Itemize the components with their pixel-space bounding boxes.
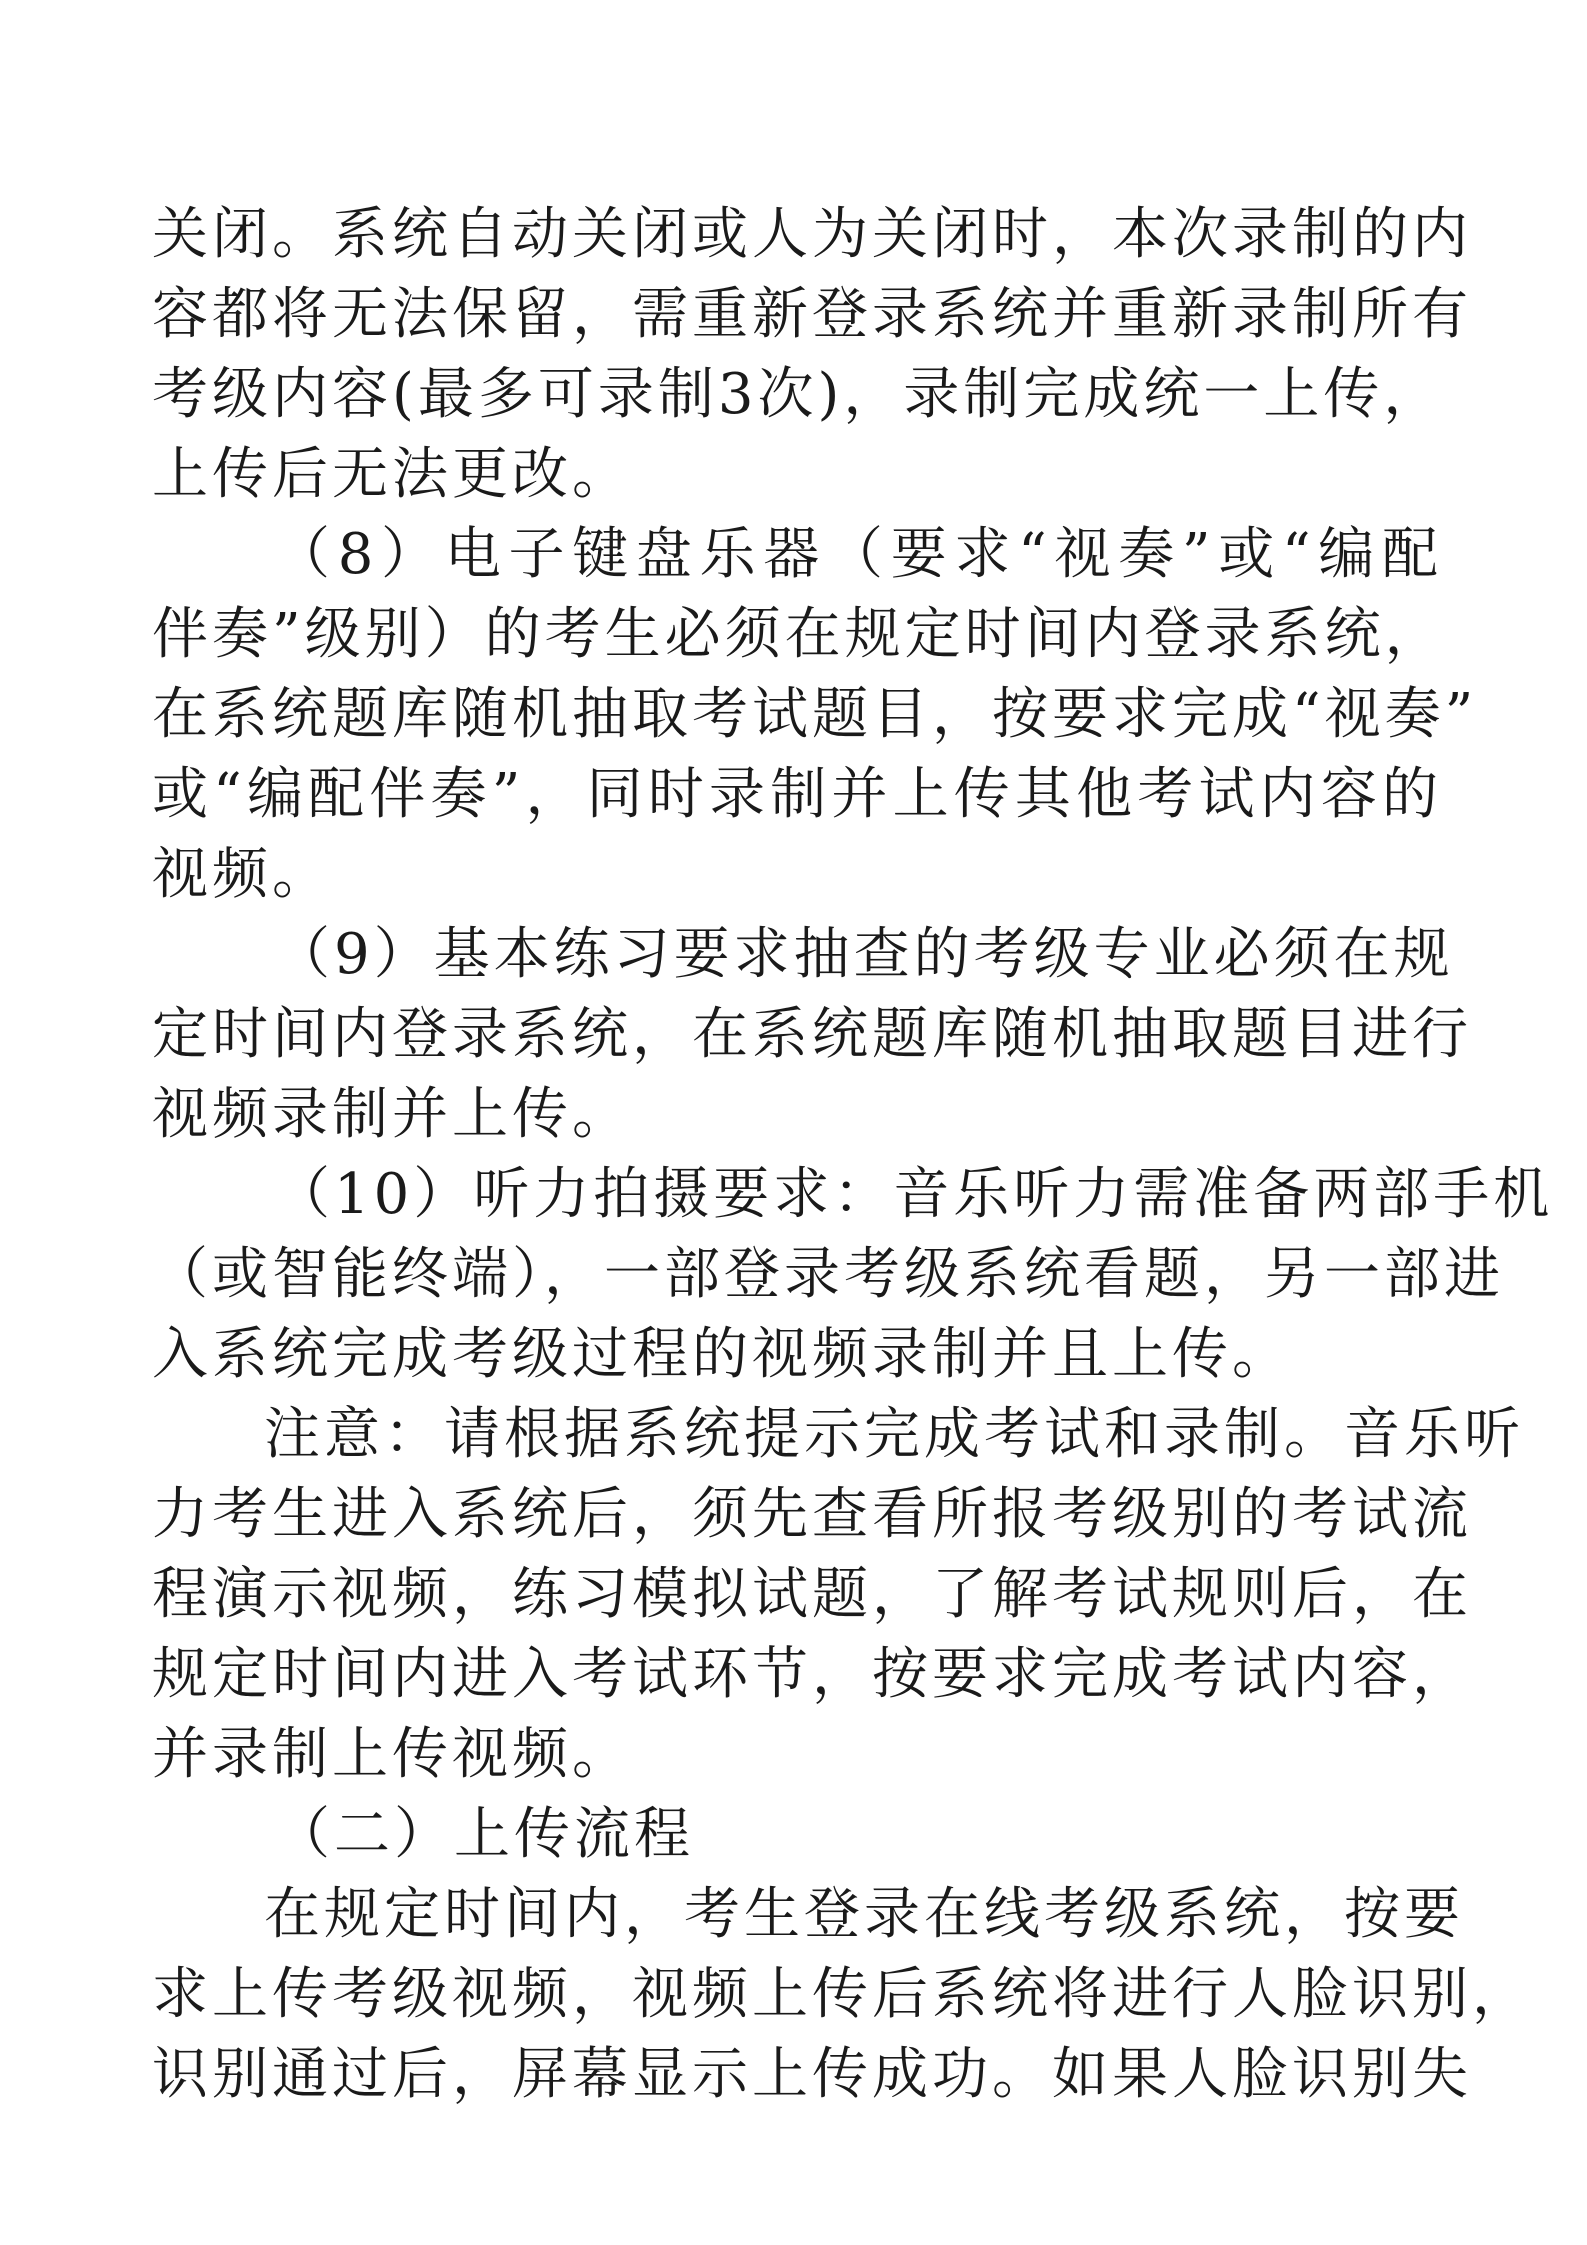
- text-line: 容都将无法保留，需重新登录系统并重新录制所有: [152, 282, 1472, 347]
- paragraph-recording-rules: [152, 195, 1472, 515]
- text-line: （8）电子键盘乐器（要求“视奏”或“编配: [274, 522, 1442, 587]
- text-line: 视频录制并上传。: [152, 1082, 632, 1147]
- text-line: 力考生进入系统后，须先查看所报考级别的考试流: [152, 1482, 1472, 1547]
- paragraph-upload-process: [152, 1875, 1532, 2115]
- text-line: （9）基本练习要求抽查的考级专业必须在规: [274, 922, 1454, 987]
- text-line: （或智能终端），一部登录考级系统看题，另一部进: [152, 1242, 1504, 1307]
- heading-line: （二）上传流程: [274, 1802, 694, 1867]
- text-line: 并录制上传视频。: [152, 1722, 632, 1787]
- text-line: 识别通过后，屏幕显示上传成功。如果人脸识别失: [152, 2042, 1472, 2107]
- paragraph-item-9: [152, 915, 1472, 1155]
- text-line: （10）听力拍摄要求：音乐听力需准备两部手机: [274, 1162, 1554, 1227]
- text-line: 程演示视频，练习模拟试题，了解考试规则后，在: [152, 1562, 1472, 1627]
- text-line: 视频。: [152, 842, 332, 907]
- text-line: 在规定时间内，考生登录在线考级系统，按要: [264, 1882, 1464, 1947]
- text-line: 规定时间内进入考试环节，按要求完成考试内容，: [152, 1642, 1472, 1707]
- text-line: 上传后无法更改。: [152, 442, 632, 507]
- text-line: 考级内容(最多可录制3次)，录制完成统一上传，: [152, 362, 1444, 427]
- text-line: 求上传考级视频，视频上传后系统将进行人脸识别，: [152, 1962, 1532, 2027]
- text-line: 注意：请根据系统提示完成考试和录制。音乐听: [264, 1402, 1524, 1467]
- paragraph-item-8: [152, 515, 1478, 915]
- paragraph-notice: [152, 1395, 1524, 1795]
- text-line: 或“编配伴奏”，同时录制并上传其他考试内容的: [152, 762, 1442, 827]
- text-line: 定时间内登录系统，在系统题库随机抽取题目进行: [152, 1002, 1472, 1067]
- paragraph-item-10: [152, 1155, 1554, 1395]
- text-line: 关闭。系统自动关闭或人为关闭时，本次录制的内: [152, 202, 1472, 267]
- text-line: 在系统题库随机抽取考试题目，按要求完成“视奏”: [152, 682, 1478, 747]
- section-heading-upload-process: [152, 1795, 1442, 1875]
- text-line: 入系统完成考级过程的视频录制并且上传。: [152, 1322, 1292, 1387]
- text-line: 伴奏”级别）的考生必须在规定时间内登录系统，: [152, 602, 1445, 667]
- document-body: [152, 195, 1554, 2115]
